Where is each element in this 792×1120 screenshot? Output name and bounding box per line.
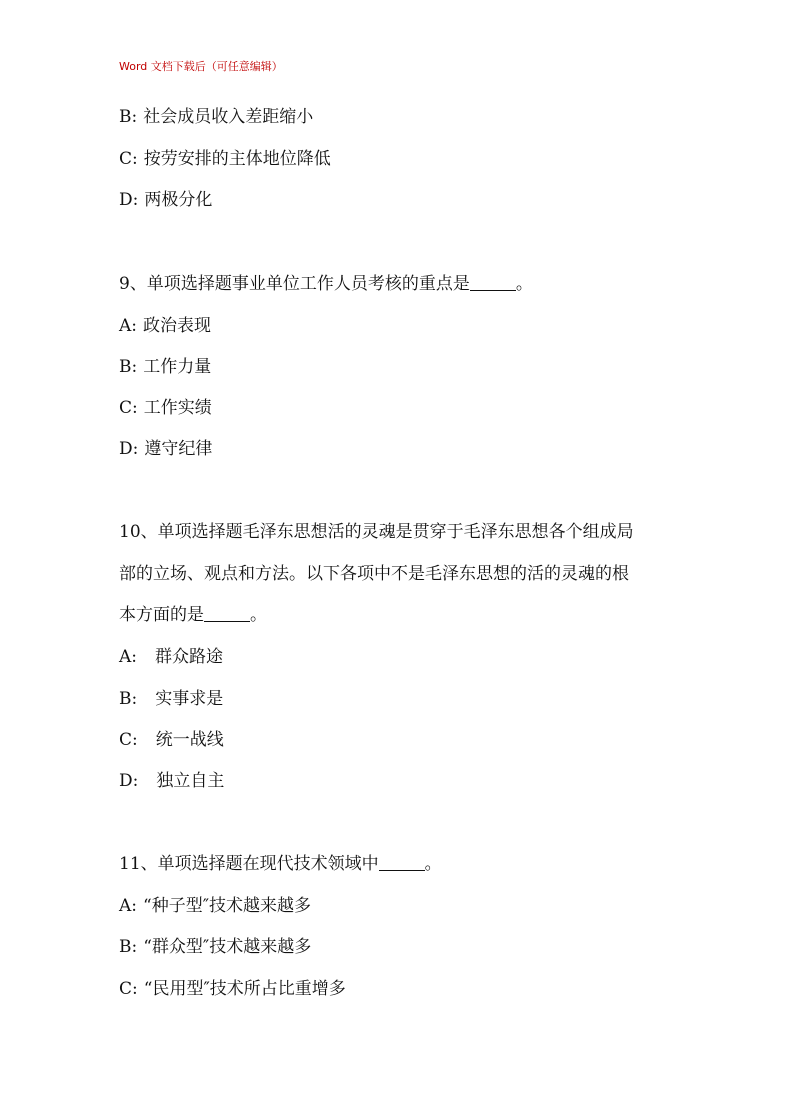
- option-b: [119, 688, 223, 710]
- option-text: 按劳安排的主体地位降低: [143, 149, 331, 169]
- option-d: [119, 770, 224, 792]
- option-key: C:: [119, 149, 138, 169]
- option-text: 统一战线: [155, 730, 224, 750]
- answer-blank: [204, 605, 250, 622]
- option-text: 工作实绩: [143, 398, 212, 418]
- option-key: B:: [119, 937, 138, 957]
- option-a: [119, 646, 223, 668]
- option-text: “民用型″技术所占比重增多: [143, 979, 346, 999]
- page-header: Word 文档下载后（可任意编辑）: [119, 60, 283, 73]
- option-b: [119, 106, 313, 128]
- option-text: 两极分化: [144, 190, 213, 210]
- option-key: B:: [119, 107, 138, 127]
- option-d: [119, 189, 212, 211]
- answer-blank: [379, 854, 425, 871]
- option-c: [119, 729, 224, 751]
- question-10-stem-line-2: 部的立场、观点和方法。以下各项中不是毛泽东思想的活的灵魂的根: [119, 564, 629, 584]
- question-end: 。: [250, 605, 267, 625]
- answer-blank: [470, 274, 516, 291]
- option-text: 实事求是: [155, 689, 224, 709]
- option-key: A:: [119, 316, 138, 336]
- question-text: 9、单项选择题事业单位工作人员考核的重点是: [119, 274, 470, 294]
- option-text: 遵守纪律: [144, 439, 213, 459]
- option-c: [119, 148, 331, 170]
- question-text: 本方面的是: [119, 605, 204, 625]
- option-text: “种子型″技术越来越多: [143, 896, 312, 916]
- option-text: 群众路途: [155, 647, 224, 667]
- question-end: 。: [515, 274, 533, 294]
- option-d: [119, 438, 212, 460]
- option-key: D:: [119, 190, 139, 210]
- option-b: [119, 356, 211, 378]
- question-text: 11、单项选择题在现代技术领域中: [119, 854, 379, 874]
- option-c: [119, 978, 346, 1000]
- option-text: “群众型″技术越来越多: [143, 937, 312, 957]
- option-key: D:: [119, 439, 139, 459]
- question-10-stem-line-3: [119, 604, 267, 626]
- option-key: B:: [119, 357, 138, 377]
- option-text: 社会成员收入差距缩小: [143, 107, 314, 127]
- option-key: C:: [119, 979, 138, 999]
- option-key: B:: [119, 689, 138, 709]
- option-c: [119, 397, 212, 419]
- question-11-stem: [119, 853, 442, 875]
- option-key: C:: [119, 398, 138, 418]
- question-end: 。: [424, 854, 442, 874]
- option-key: A:: [119, 896, 138, 916]
- option-a: [119, 315, 211, 337]
- question-10-stem-line-1: 10、单项选择题毛泽东思想活的灵魂是贯穿于毛泽东思想各个组成局: [119, 522, 634, 542]
- option-key: C:: [119, 730, 138, 750]
- question-9-stem: [119, 273, 533, 295]
- option-text: 工作力量: [143, 357, 212, 377]
- option-key: D:: [119, 771, 139, 791]
- option-b: [119, 936, 311, 958]
- option-text: 政治表现: [143, 316, 212, 336]
- option-a: [119, 895, 311, 917]
- option-text: 独立自主: [156, 771, 225, 791]
- option-key: A:: [119, 647, 138, 667]
